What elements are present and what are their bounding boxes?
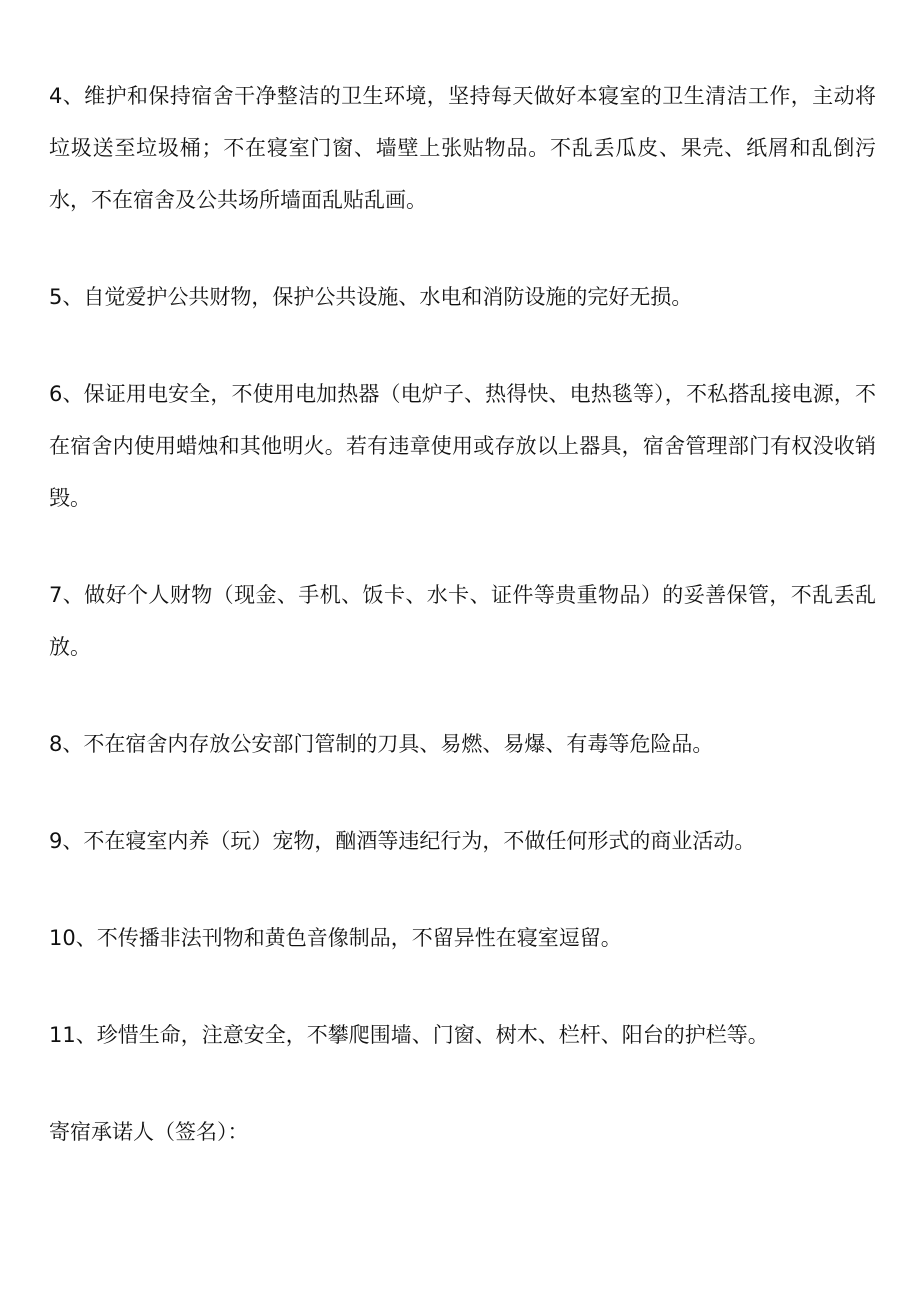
signature-label: 寄宿承诺人（签名）： [49, 1120, 249, 1144]
clause-4: 4、维护和保持宿舍干净整洁的卫生环境，坚持每天做好本寝室的卫生清洁工作，主动将垃圾送至垃圾桶；不在寝室门窗、墙壁上张贴物品。不乱丢瓜皮、果壳、纸屑和乱倒污水，不在宿舍及公共场所墙面乱贴乱画。 [49, 84, 876, 212]
clause-7: 7、做好个人财物（现金、手机、饭卡、水卡、证件等贵重物品）的妥善保管，不乱丢乱放。 [49, 583, 876, 659]
clause-5: 5、自觉爱护公共财物，保护公共设施、水电和消防设施的完好无损。 [49, 285, 693, 309]
clause-6: 6、保证用电安全，不使用电加热器（电炉子、热得快、电热毯等），不私搭乱接电源，不在宿舍内使用蜡烛和其他明火。若有违章使用或存放以上器具，宿舍管理部门有权没收销毁。 [49, 382, 876, 510]
clause-8: 8、不在宿舍内存放公安部门管制的刀具、易燃、易爆、有毒等危险品。 [49, 732, 714, 756]
clause-10: 10、不传播非法刊物和黄色音像制品，不留异性在寝室逗留。 [49, 926, 622, 950]
clause-11: 11、珍惜生命，注意安全，不攀爬围墙、门窗、树木、栏杆、阳台的护栏等。 [49, 1023, 769, 1047]
clause-9: 9、不在寝室内养（玩）宠物，酗酒等违纪行为，不做任何形式的商业活动。 [49, 829, 756, 853]
